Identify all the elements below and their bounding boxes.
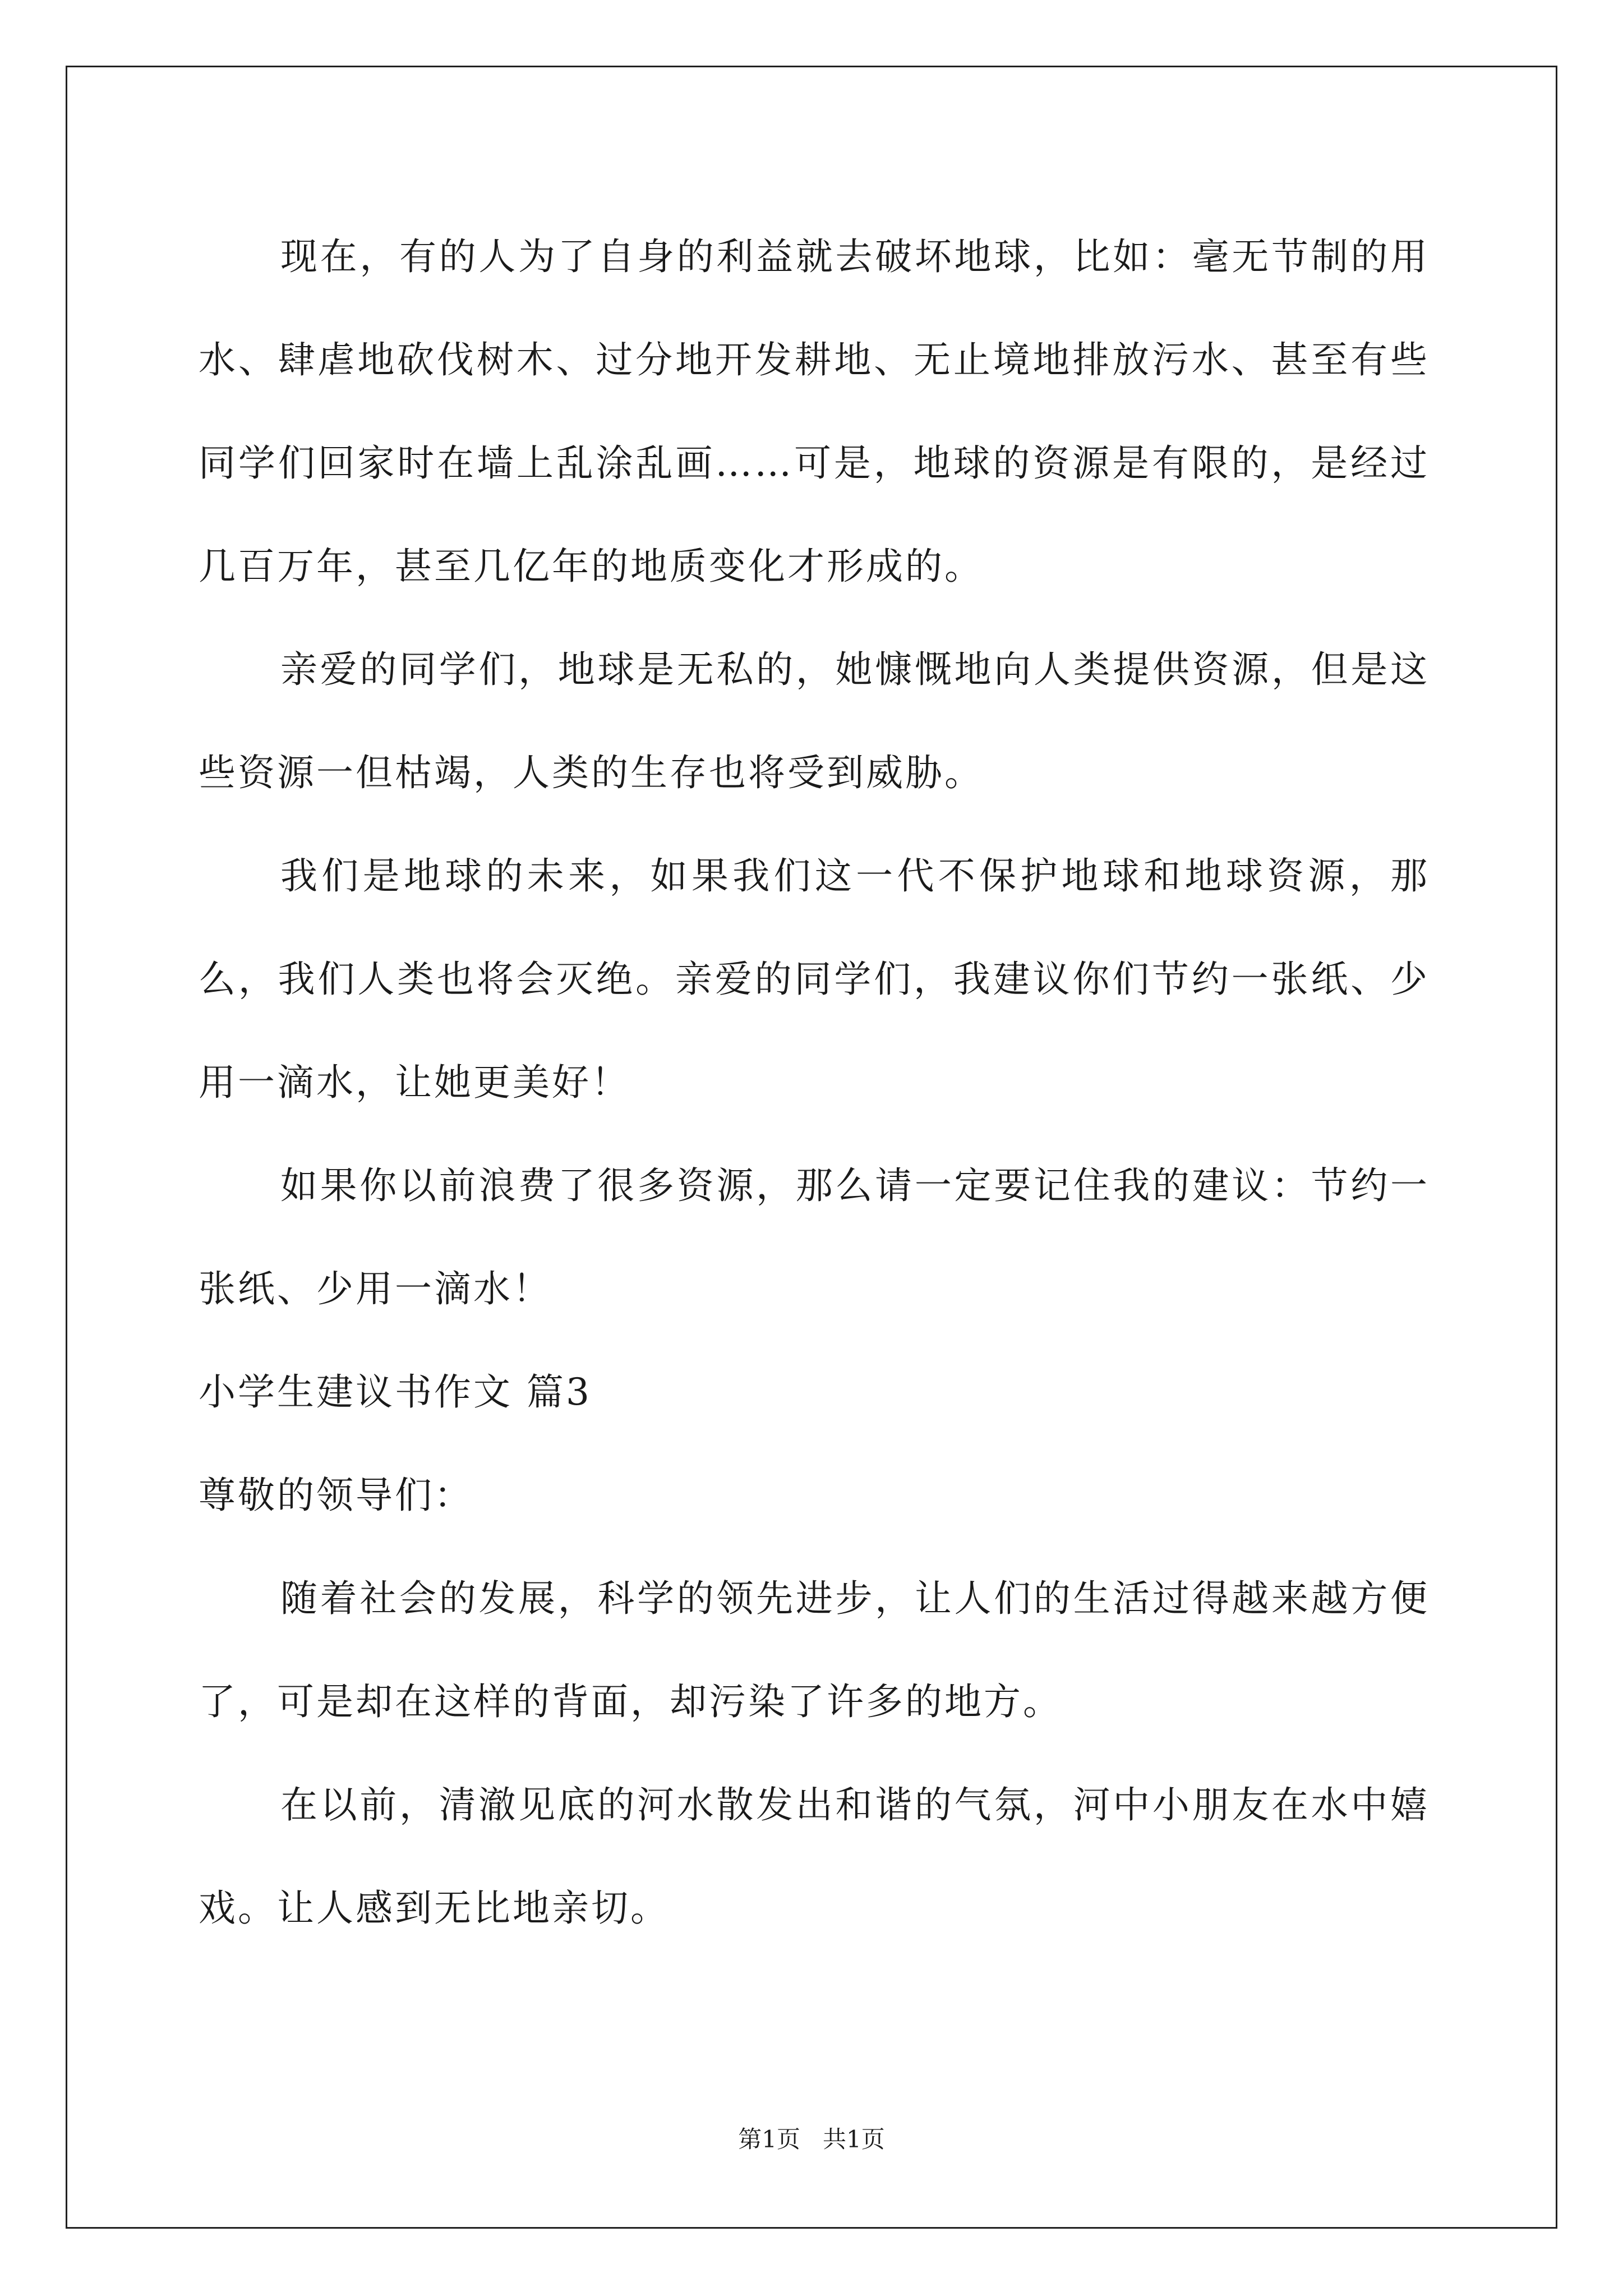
paragraph: 随着社会的发展，科学的领先进步，让人们的生活过得越来越方便了，可是却在这样的背面，却污染了许多的地方。 bbox=[199, 1577, 1430, 1723]
document-body bbox=[199, 205, 1430, 1960]
paragraph: 在以前，清澈见底的河水散发出和谐的气氛，河中小朋友在水中嬉戏。让人感到无比地亲切。 bbox=[199, 1783, 1430, 1930]
paragraph: 现在，有的人为了自身的利益就去破坏地球，比如：毫无节制的用水、肆虐地砍伐树木、过分地开发耕地、无止境地排放污水、甚至有些同学们回家时在墙上乱涂乱画……可是，地球的资源是有限的，是经过几百万年，甚至几亿年的地质变化才形成的。 bbox=[199, 235, 1430, 588]
page-total: 共1页 bbox=[823, 2125, 885, 2153]
page-footer bbox=[0, 2125, 1623, 2154]
paragraph: 亲爱的同学们，地球是无私的，她慷慨地向人类提供资源，但是这些资源一但枯竭，人类的生存也将受到威胁。 bbox=[199, 648, 1430, 794]
section-heading: 小学生建议书作文 篇3 bbox=[199, 1370, 592, 1414]
salutation: 尊敬的领导们： bbox=[199, 1474, 473, 1517]
page-number: 第1页 bbox=[738, 2125, 800, 2153]
paragraph: 如果你以前浪费了很多资源，那么请一定要记住我的建议：节约一张纸、少用一滴水！ bbox=[199, 1164, 1430, 1310]
paragraph: 我们是地球的未来，如果我们这一代不保护地球和地球资源，那么，我们人类也将会灭绝。亲爱的同学们，我建议你们节约一张纸、少用一滴水，让她更美好！ bbox=[199, 854, 1430, 1104]
